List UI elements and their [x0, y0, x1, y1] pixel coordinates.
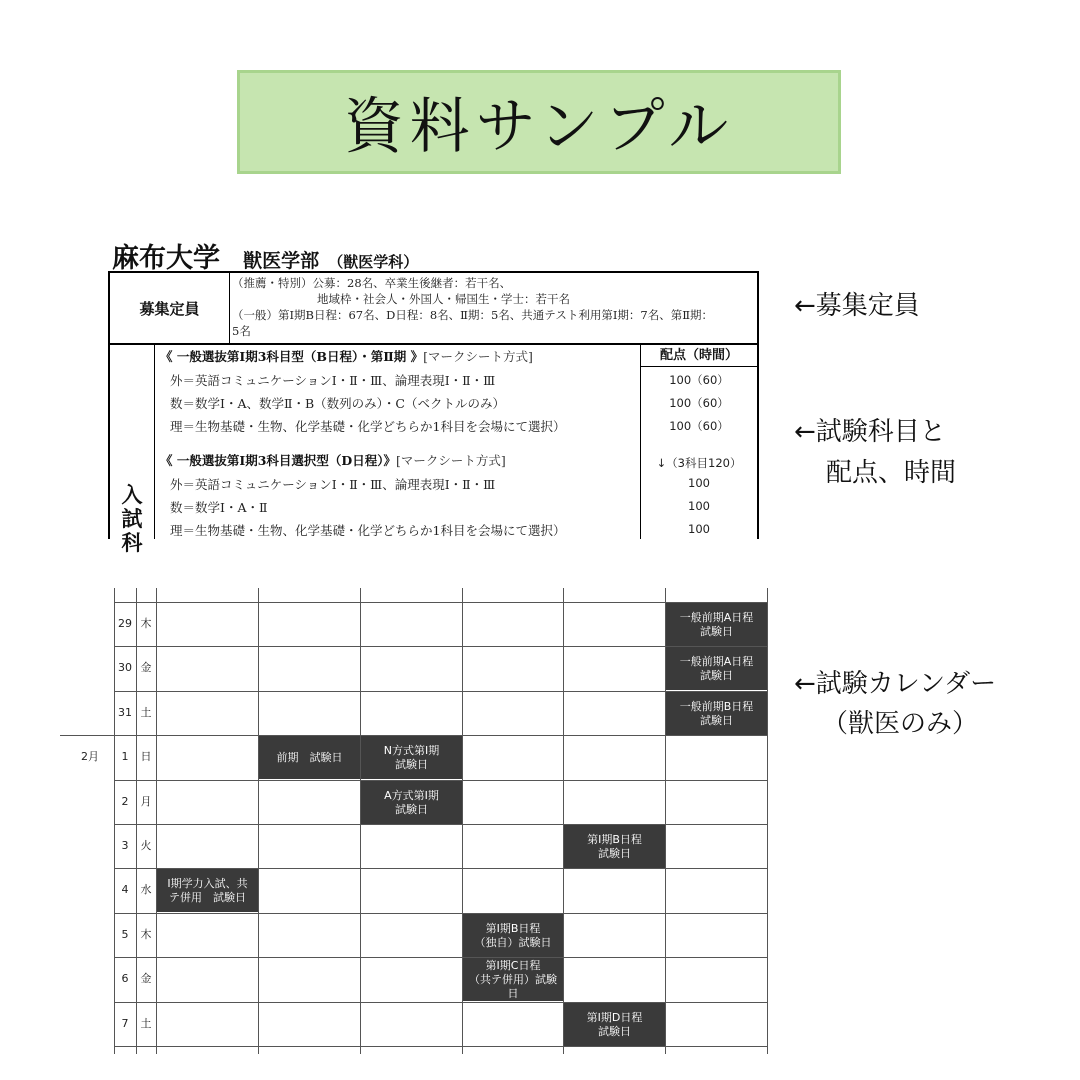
exam-event: 第Ⅰ期B日程 （独自）試験日	[463, 914, 563, 957]
nyushi-char: 入	[121, 482, 143, 507]
boshu-line: 5名	[232, 324, 251, 338]
exam-event: 第Ⅰ期B日程 試験日	[564, 825, 665, 868]
exam-event: N方式第Ⅰ期 試験日	[361, 736, 462, 779]
calendar-weekday: 木	[140, 617, 152, 630]
university-name: 麻布大学	[112, 243, 220, 274]
calendar-day: 4	[121, 883, 129, 896]
subject-score: 100	[688, 476, 710, 490]
exam-event: 前期 試験日	[259, 736, 360, 779]
calendar-month-label: 2月	[81, 750, 99, 763]
boshu-label: 募集定員	[110, 273, 230, 343]
admission-table	[108, 271, 759, 555]
exam-calendar	[0, 588, 780, 1054]
boshu-line: （推薦・特別）公募：28名、卒業生後継者：若干名、	[232, 276, 512, 290]
calendar-weekday: 木	[140, 928, 152, 941]
section1-heading-text: 《 一般選抜第Ⅰ期3科目型（B日程）・第Ⅱ期 》	[160, 349, 424, 364]
calendar-hline	[114, 1002, 768, 1003]
calendar-weekday: 日	[140, 750, 152, 763]
exam-event: A方式第Ⅰ期 試験日	[361, 781, 462, 824]
subject-line: 理＝生物基礎・生物、化学基礎・化学どちらか1科目を会場にて選択）	[170, 419, 566, 434]
calendar-vline	[563, 588, 564, 1054]
nyushi-char: 科	[121, 530, 143, 555]
calendar-hline	[114, 957, 768, 958]
subject-line: 外＝英語コミュニケーションⅠ・Ⅱ・Ⅲ、論理表現Ⅰ・Ⅱ・Ⅲ	[170, 373, 496, 388]
boshu-line: 地域枠・社会人・外国人・帰国生・学士：若干名	[317, 292, 570, 306]
section2-heading-suffix: [マークシート方式]	[396, 453, 506, 468]
exam-event: 一般前期A日程 試験日	[666, 603, 767, 646]
note-calendar-2: （獣医のみ）	[822, 709, 979, 739]
note-boshu: ←募集定員	[794, 291, 920, 321]
calendar-day: 29	[118, 617, 132, 630]
calendar-day: 2	[121, 795, 129, 808]
subject-score: 100	[688, 499, 710, 513]
calendar-day: 3	[121, 839, 129, 852]
banner-title: 資料サンプル	[343, 92, 735, 162]
note-subjects-1: ←試験科目と	[794, 417, 946, 447]
score-header: 配点（時間）	[640, 345, 758, 367]
exam-event: Ⅰ期学力入試、共 テ併用 試験日	[157, 869, 258, 912]
section2-score-note: ↓（3科目120）	[656, 456, 742, 470]
calendar-vline	[767, 588, 768, 1054]
section1-heading-suffix: [マークシート方式]	[423, 349, 533, 364]
calendar-weekday: 水	[140, 883, 152, 896]
exam-event: 第Ⅰ期C日程 （共テ併用）試験 日	[463, 958, 563, 1001]
department-name: 獣医学部	[243, 250, 320, 272]
title-banner	[237, 70, 841, 174]
note-calendar-1: ←試験カレンダー	[794, 669, 997, 699]
subject-score: 100（60）	[669, 396, 729, 410]
section2-heading	[160, 451, 506, 469]
calendar-weekday: 火	[140, 839, 152, 852]
note-subjects-2: 配点、時間	[826, 458, 957, 488]
calendar-day: 31	[118, 706, 132, 719]
calendar-vline	[258, 588, 259, 1054]
subject-score: 100	[688, 522, 710, 536]
calendar-weekday: 金	[140, 661, 152, 674]
subject-line: 理＝生物基礎・生物、化学基礎・化学どちらか1科目を会場にて選択）	[170, 523, 566, 538]
subject-line: 外＝英語コミュニケーションⅠ・Ⅱ・Ⅲ、論理表現Ⅰ・Ⅱ・Ⅲ	[170, 477, 496, 492]
exam-event: 一般前期B日程 試験日	[666, 692, 767, 735]
calendar-weekday: 土	[140, 1017, 152, 1030]
nyushi-label	[110, 345, 155, 555]
subject-line: 数＝数学Ⅰ・A・Ⅱ	[170, 500, 268, 515]
calendar-vline	[156, 588, 157, 1054]
calendar-day: 5	[121, 928, 129, 941]
calendar-hline	[114, 1046, 768, 1047]
exam-event: 一般前期A日程 試験日	[666, 647, 767, 690]
subject-score: 100（60）	[669, 373, 729, 387]
boshu-text	[232, 275, 753, 339]
subject-score: 100（60）	[669, 419, 729, 433]
exam-event: 第Ⅰ期D日程 試験日	[564, 1003, 665, 1046]
boshu-line: （一般）第Ⅰ期B日程：67名、D日程：8名、Ⅱ期：5名、共通テスト利用第Ⅰ期：7名、第Ⅱ期：	[232, 308, 714, 322]
department-sub: （獣医学科）	[328, 253, 419, 271]
subject-line: 数＝数学Ⅰ・A、数学Ⅱ・B（数列のみ）・C（ベクトルのみ）	[170, 396, 505, 411]
section2-heading-text: 《 一般選抜第Ⅰ期3科目選択型（D日程）》	[160, 453, 396, 468]
calendar-day: 30	[118, 661, 132, 674]
calendar-weekday: 金	[140, 972, 152, 985]
calendar-weekday: 土	[140, 706, 152, 719]
calendar-day: 7	[121, 1017, 129, 1030]
calendar-day: 6	[121, 972, 129, 985]
boshu-row	[110, 273, 757, 345]
section1-heading	[160, 347, 533, 365]
calendar-day: 1	[121, 750, 129, 763]
nyushi-char: 試	[121, 506, 143, 531]
calendar-weekday: 月	[140, 795, 152, 808]
calendar-hline	[114, 824, 768, 825]
calendar-hline	[114, 913, 768, 914]
document-header	[112, 236, 418, 275]
